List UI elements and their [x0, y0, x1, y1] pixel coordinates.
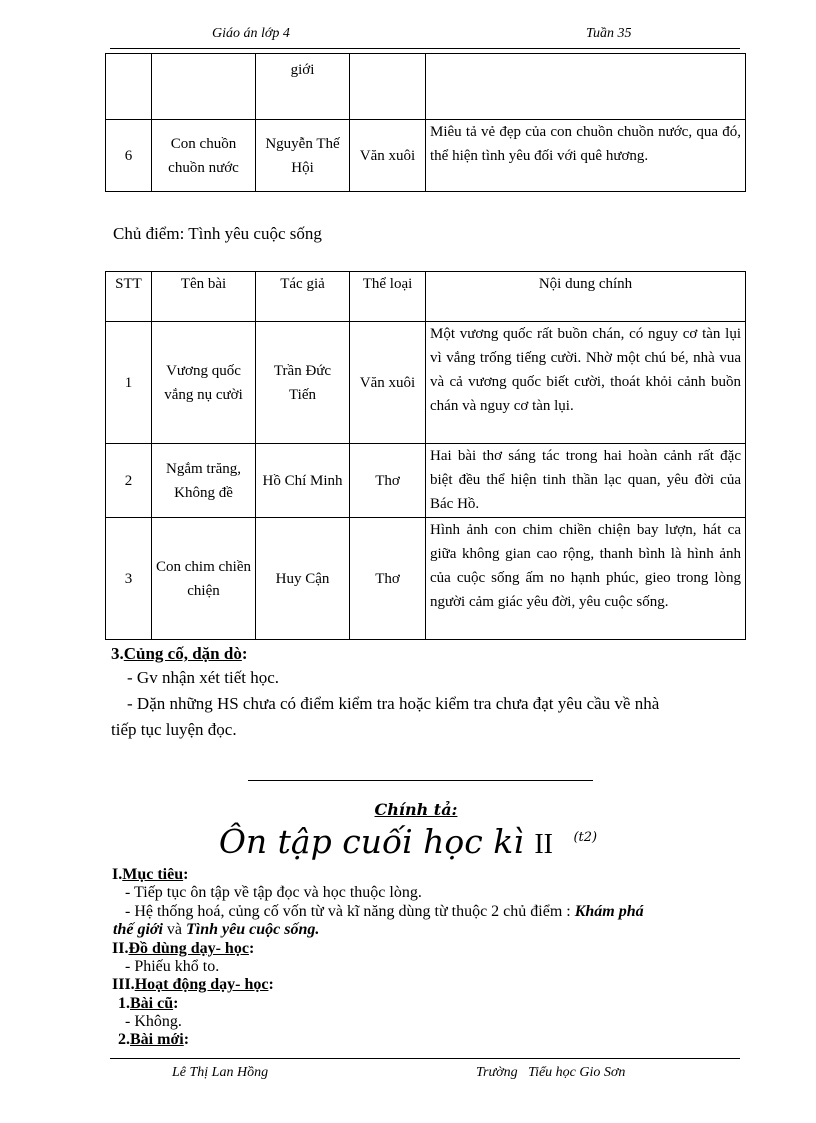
objective-topic-1: Khám phá [574, 903, 644, 920]
consolidation-line-1: - Gv nhận xét tiết học. [127, 668, 280, 687]
section-colon: : [268, 976, 274, 993]
cell-ten-bai: Vương quốc vắng nụ cười [152, 322, 256, 444]
section-title: Đồ dùng dạy- học [128, 940, 249, 957]
footer-rule [110, 1058, 740, 1059]
cell-noi-dung: Hai bài thơ sáng tác trong hai hoàn cảnh rất đặc biệt đều thể hiện tinh thần lạc quan, yêu đời của Bác Hồ. [426, 444, 746, 518]
old-lesson-heading [118, 995, 178, 1013]
activities-heading [112, 976, 274, 994]
section-number: 1. [118, 995, 130, 1012]
consolidation-line-3: tiếp tục luyện đọc. [111, 720, 237, 739]
section-title: Bài mới [130, 1031, 184, 1048]
cell-noi-dung: Miêu tả vẻ đẹp của con chuồn chuồn nước, qua đó, thể hiện tình yêu đối với quê hương. [426, 120, 746, 192]
cell-the-loai: Thơ [350, 444, 426, 518]
objective-line-2-text: - Hệ thống hoá, củng cố vốn từ và kĩ năng dùng từ thuộc 2 chủ điểm : [125, 903, 575, 920]
section-title: Bài cũ [130, 995, 174, 1012]
table-row [106, 518, 746, 640]
cell-ten-bai: Con chim chiền chiện [152, 518, 256, 640]
table-continuation [105, 53, 746, 192]
col-header-tac-gia: Tác giả [256, 272, 350, 322]
cell-tac-gia: Hồ Chí Minh [256, 444, 350, 518]
cell-noi-dung [426, 54, 746, 120]
section-number: II. [112, 940, 129, 957]
subject-label: Chính tả: [374, 800, 458, 819]
col-header-noi-dung: Nội dung chính [426, 272, 746, 322]
cell-the-loai [350, 54, 426, 120]
cell-the-loai: Văn xuôi [350, 120, 426, 192]
footer-right: Trường Tiểu học Gio Sơn [476, 1065, 626, 1080]
old-lesson-line-1: - Không. [125, 1013, 182, 1030]
objectives-heading [112, 866, 188, 884]
section-title: Hoạt động dạy- học [134, 976, 269, 993]
section-colon: : [248, 940, 255, 957]
section-title: Mục tiêu [122, 866, 184, 883]
col-header-the-loai: Thể loại [350, 272, 426, 322]
table-row [106, 322, 746, 444]
table-row [106, 54, 746, 120]
objective-line-3 [113, 921, 319, 939]
materials-heading [112, 940, 254, 958]
cell-noi-dung: Một vương quốc rất buồn chán, có nguy cơ tàn lụi vì vắng trống tiếng cười. Nhờ một chú bé, nhà vua và cả vương quốc biết cười, thoát khỏi cảnh buồn chán và nguy cơ tàn lụi. [426, 322, 746, 444]
section-colon: : [183, 1031, 190, 1048]
cell-stt: 2 [106, 444, 152, 518]
cell-ten-bai [152, 54, 256, 120]
cell-the-loai: Thơ [350, 518, 426, 640]
objective-topic-2: Tình yêu cuộc sống. [186, 921, 320, 938]
section-number: 3. [111, 644, 124, 663]
cell-ten-bai: Con chuồn chuồn nước [152, 120, 256, 192]
cell-tac-gia: Huy Cận [256, 518, 350, 640]
table-row [106, 120, 746, 192]
section-number: III. [112, 976, 135, 993]
section-colon: : [241, 644, 248, 663]
objective-line-2 [125, 903, 644, 921]
section-colon: : [173, 995, 179, 1012]
section-title: Củng cố, dặn dò [123, 644, 242, 663]
consolidation-line-2: - Dặn những HS chưa có điểm kiểm tra hoặc kiểm tra chưa đạt yêu cầu về nhà [127, 694, 660, 713]
objective-line-1: - Tiếp tục ôn tập về tập đọc và học thuộc lòng. [125, 884, 422, 901]
section-colon: : [183, 866, 189, 883]
cell-stt [106, 54, 152, 120]
section-consolidation-heading [111, 644, 248, 664]
section-separator [248, 780, 593, 781]
section-number: 2. [118, 1031, 130, 1048]
cell-stt: 6 [106, 120, 152, 192]
new-lesson-heading [118, 1031, 189, 1049]
materials-line-1: - Phiếu khổ to. [125, 958, 220, 975]
section-number: I. [112, 866, 123, 883]
objective-and: và [162, 921, 187, 938]
header-rule [110, 48, 740, 49]
cell-ten-bai: Ngắm trăng, Không đề [152, 444, 256, 518]
cell-the-loai: Văn xuôi [350, 322, 426, 444]
lesson-title-roman: II [534, 829, 553, 860]
lesson-title [0, 822, 816, 861]
cell-tac-gia: Trần Đức Tiến [256, 322, 350, 444]
table-header-row [106, 272, 746, 322]
objective-topic-1-cont: thế giới [113, 921, 163, 938]
lesson-title-text: Ôn tập cuối học kì [218, 822, 524, 861]
reading-table [105, 271, 746, 640]
lesson-title-note: (t2) [573, 830, 598, 845]
cell-stt: 1 [106, 322, 152, 444]
table-row [106, 444, 746, 518]
header-right: Tuần 35 [586, 26, 632, 41]
topic-heading: Chủ điểm: Tình yêu cuộc sống [113, 224, 322, 243]
col-header-stt: STT [106, 272, 152, 322]
footer-left: Lê Thị Lan Hồng [172, 1065, 269, 1080]
cell-tac-gia: Nguyễn Thế Hội [256, 120, 350, 192]
header-left: Giáo án lớp 4 [212, 26, 290, 41]
col-header-ten-bai: Tên bài [152, 272, 256, 322]
cell-stt: 3 [106, 518, 152, 640]
cell-noi-dung: Hình ảnh con chim chiền chiện bay lượn, hát ca giữa không gian cao rộng, thanh bình là hình ảnh của cuộc sống ấm no hạnh phúc, gieo trong lòng người cảm giác yêu đời, yêu cuộc sống. [426, 518, 746, 640]
cell-tac-gia: giới [256, 54, 350, 120]
